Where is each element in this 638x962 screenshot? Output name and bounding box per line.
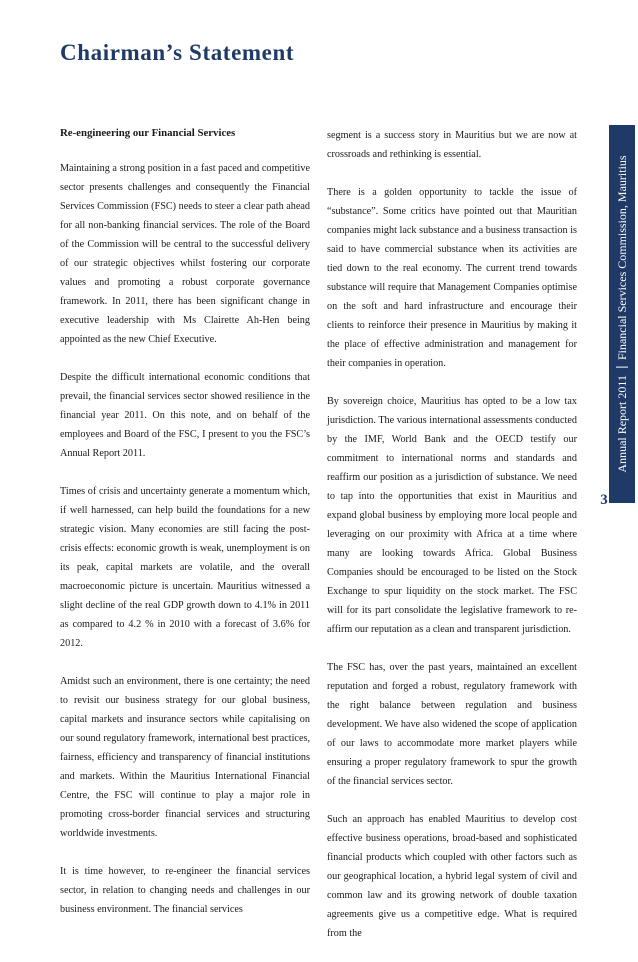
paragraph: Maintaining a strong position in a fast paced and competitive sector presents challenges and consequently the Financial Services Commission (FSC) needs to steer a clear path ahead for all non-banking financial services. The role of the Board of the Commission will be central to the successful delivery of our strategic objectives whilst fostering our corporate values and promoting a robust corporate governance framework. In 2011, there has been significant change in executive leadership with Ms Clairette Ah-Hen being appointed as the new Chief Executive. <box>60 163 310 345</box>
page-title: Chairman’s Statement <box>60 40 295 65</box>
page-number: 3 <box>600 492 608 508</box>
paragraph: By sovereign choice, Mauritius has opted to be a low tax jurisdiction. The various international assessments conducted by the IMF, World Bank and the OECD testify our commitment to international norms and standards and reaffirm our position as a jurisdiction of substance. We need to tap into the opportunities that exist in Mauritius and expand global business by employing more local people and leveraging on our proximity with Africa at a time where many are looking towards Africa. Global Business Companies should be encouraged to be listed on the Stock Exchange to spur liquidity on the stock market. The FSC will for its part consolidate the legislative framework to re-affirm our reputation as a clean and transparent jurisdiction. <box>327 396 577 635</box>
side-banner <box>609 125 635 503</box>
section-heading: Re-engineering our Financial Services <box>60 127 236 139</box>
side-banner-text <box>615 155 629 472</box>
paragraph: It is time however, to re-engineer the financial services sector, in relation to changing needs and challenges in our business environment. The financial services <box>60 866 310 915</box>
right-column <box>327 126 577 962</box>
paragraph: The FSC has, over the past years, maintained an excellent reputation and forged a robust, regulatory framework with the right balance between regulation and business development. We have also widened the scope of application of our laws to accommodate more market players while ensuring a proper regulatory framework to spur the growth of the financial services sector. <box>327 662 577 787</box>
paragraph: segment is a success story in Mauritius but we are now at crossroads and rethinking is essential. <box>327 130 577 160</box>
banner-divider <box>616 367 628 368</box>
report-label: Annual Report 2011 <box>615 375 629 473</box>
paragraph: Such an approach has enabled Mauritius to develop cost effective business operations, broad-based and sophisticated financial products which coupled with other factors such as our geographical location, a hybrid legal system of civil and common law and its growing network of double taxation agreements give us a competitive edge. What is required from the <box>327 814 577 939</box>
paragraph: There is a golden opportunity to tackle the issue of “substance”. Some critics have pointed out that Mauritian companies might lack substance and a business transaction is said to have commercial substance when its activities are tied down to the real economy. The current trend towards substance will require that Management Companies optimise on the soft and hard infrastructure and encourage their clients to reinforce their presence in Mauritius by making it the place of effective administration and management for their companies in operation. <box>327 187 577 369</box>
organization-label: Financial Services Commission, Mauritius <box>615 155 629 361</box>
left-column <box>60 126 310 938</box>
paragraph: Despite the difficult international economic conditions that prevail, the financial services sector showed resilience in the financial year 2011. On this note, and on behalf of the employees and Board of the FSC, I present to you the FSC’s Annual Report 2011. <box>60 372 310 459</box>
paragraph: Amidst such an environment, there is one certainty; the need to revisit our business strategy for our global business, capital markets and insurance sectors while capitalising on our sound regulatory framework, international best practices, fairness, efficiency and transparency of financial institutions and markets. Within the Mauritius International Financial Centre, the FSC will continue to play a major role in promoting cross-border financial services and structuring worldwide investments. <box>60 676 310 839</box>
paragraph: Times of crisis and uncertainty generate a momentum which, if well harnessed, can help build the foundations for a new strategic vision. Many economies are still facing the post-crisis effects: economic growth is weak, unemployment is on its peak, capital markets are volatile, and the overall macroeconomic picture is uncertain. Mauritius witnessed a slight decline of the real GDP growth down to 4.1% in 2011 as compared to 4.2 % in 2010 with a forecast of 3.6% for 2012. <box>60 486 310 649</box>
